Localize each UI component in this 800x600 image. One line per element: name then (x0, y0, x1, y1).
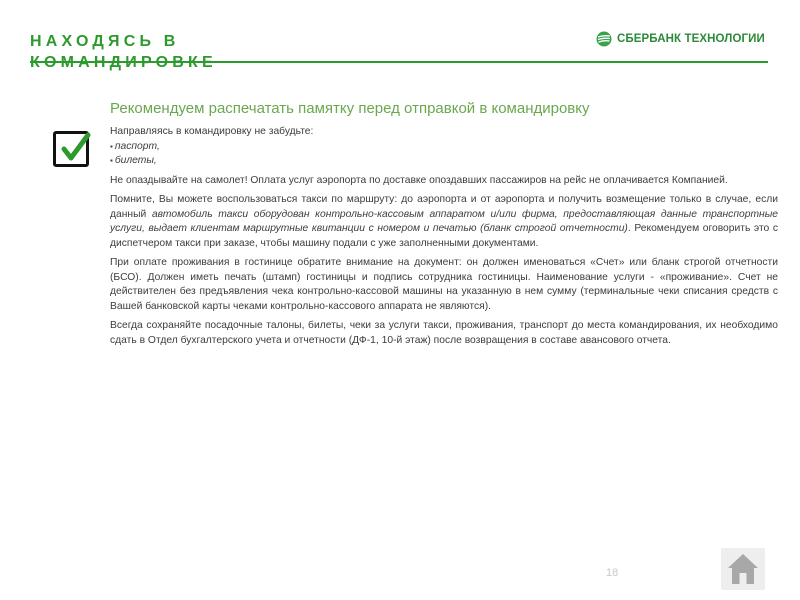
page-number: 18 (606, 567, 619, 579)
sber-logo-icon (596, 31, 612, 47)
checkbox-icon (53, 131, 89, 167)
list-item: ▪ паспорт, (110, 140, 778, 155)
company-logo (596, 30, 771, 48)
checkmark-icon (60, 132, 92, 164)
main-content (110, 125, 778, 353)
paragraph-taxi (110, 193, 778, 251)
paragraph-hotel: При оплате проживания в гостинице обратите внимание на документ: он должен именоваться «Счет» или бланк строгой отчетности (БСО). Должен иметь печать (штамп) гостиницы и подпись сотрудника гостиницы. Наименование услуги - «проживание». Счет не действителен без предъявления чека контрольно-кассовой машины на указанную в нем сумму (терминальные чеки списания средств с Вашей банковской карты чеками контрольно-кассового аппарата не являются). (110, 257, 778, 312)
page-title: НАХОДЯСЬ В (30, 33, 180, 50)
header-divider (30, 61, 768, 63)
logo-text: СБЕРБАНК ТЕХНОЛОГИИ (617, 33, 765, 45)
paragraph-receipts: Всегда сохраняйте посадочные талоны, билеты, чеки за услуги такси, проживания, транспорт до места командирования, их необходимо сдать в Отдел бухгалтерского учета и отчетности (ДФ-1, 10-й этаж) после возвращения в составе авансового отчета. (110, 320, 778, 346)
taxi-text-start: Помните, Вы можете воспользоваться такси по маршруту: до аэропорта и от аэропорта и получить возмещение только в случае, если данный (110, 194, 778, 220)
taxi-text-end: . Рекомендуем оговорить это с диспетчером такси при заказе, чтобы машину подали с уже заполненными документами. (110, 223, 779, 249)
intro-text: Направляясь в командировку не забудьте: (110, 126, 314, 137)
list-item: ▪ билеты, (110, 154, 778, 169)
home-icon (727, 552, 759, 586)
paragraph-flight: Не опаздывайте на самолет! Оплата услуг аэропорта по доставке опоздавших пассажиров на рейс не оплачивается Компанией. (110, 174, 728, 186)
taxi-text-italic: автомобиль такси оборудован контрольно-кассовым аппаратом и/или фирма, предоставляющая данные транспортные услуги, выдает клиентам маршрутные квитанции с номером и печатью (бланк строгой отчетности) (110, 208, 779, 234)
home-button[interactable] (721, 548, 765, 590)
checklist (110, 140, 778, 169)
section-heading: Рекомендуем распечатать памятку перед отправкой в командировку (110, 100, 590, 117)
